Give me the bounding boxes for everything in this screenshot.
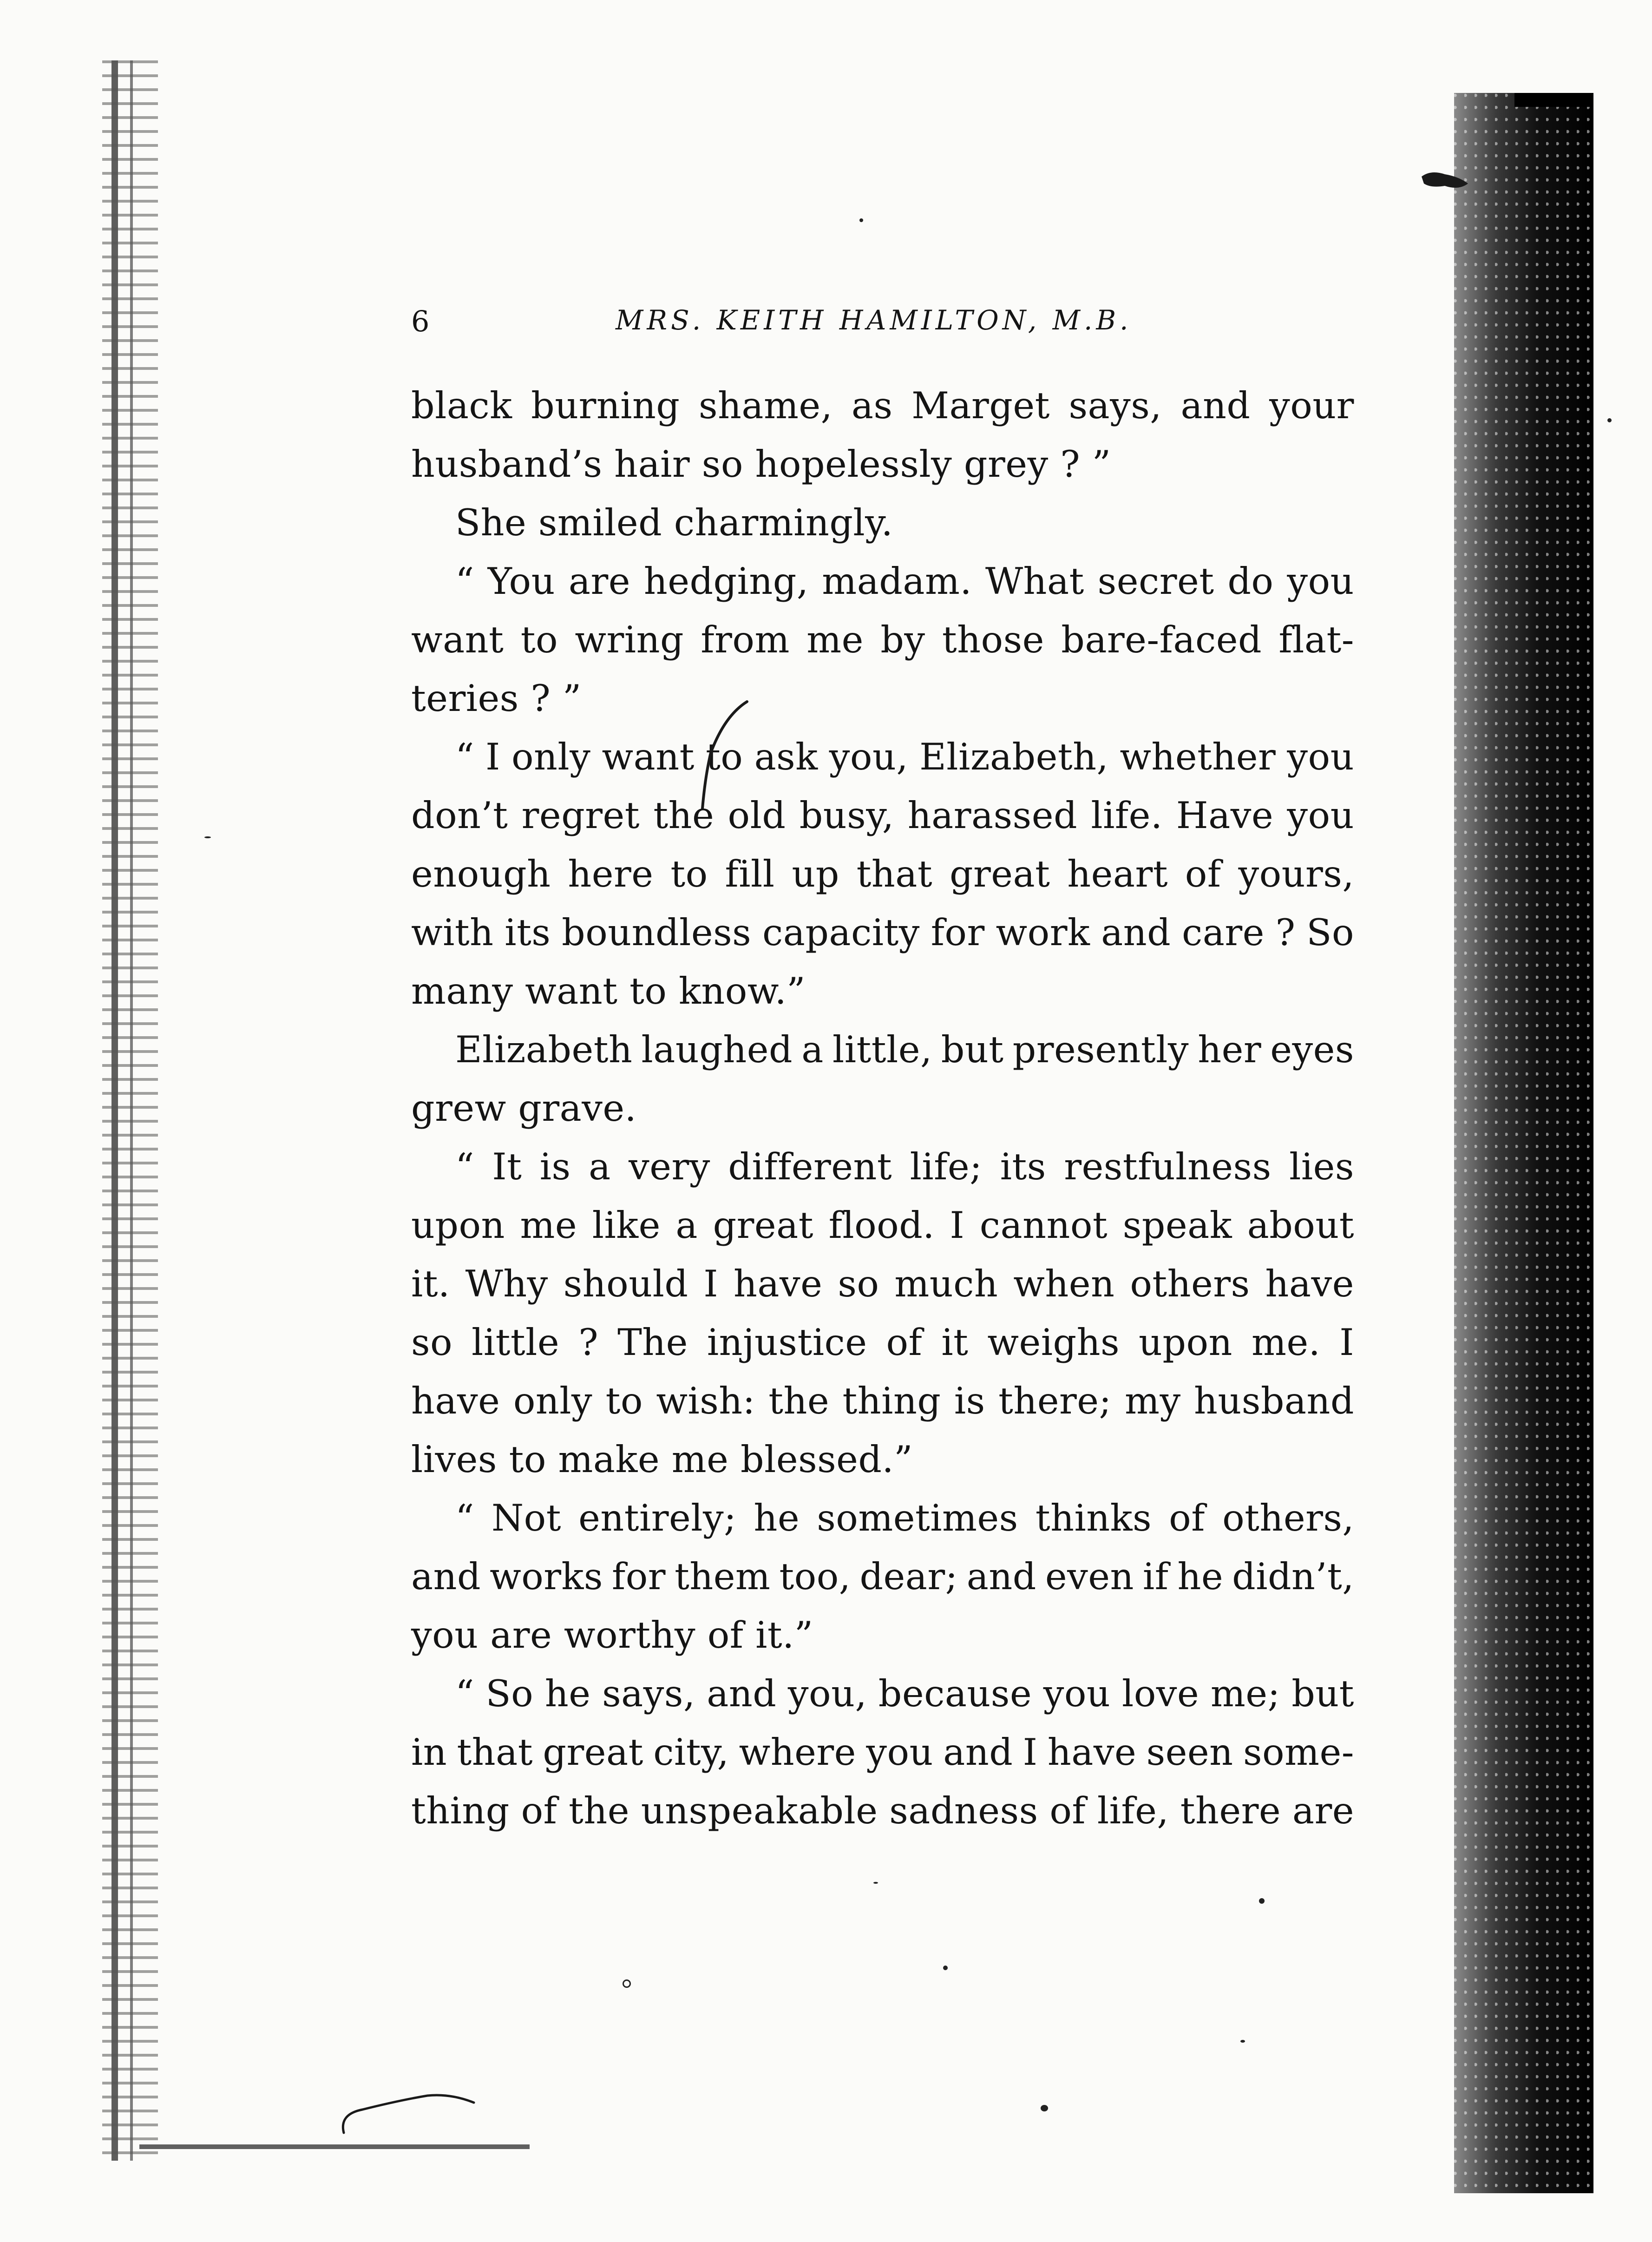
text-word: great	[543, 1731, 643, 1774]
text-word: ?	[578, 1321, 599, 1364]
text-word: is	[954, 1380, 985, 1422]
text-word: have	[1265, 1262, 1354, 1305]
text-word: is	[539, 1145, 571, 1188]
text-word: there	[1180, 1789, 1281, 1832]
text-line: grew grave.	[411, 1087, 637, 1130]
text-word: The	[617, 1321, 688, 1364]
text-word: me	[520, 1204, 577, 1247]
text-word: restfulness	[1064, 1145, 1272, 1188]
text-word: there;	[998, 1380, 1112, 1422]
text-line	[411, 552, 1354, 611]
text-word: ?	[1275, 911, 1296, 954]
text-word: seen	[1146, 1731, 1233, 1774]
text-word: her	[1198, 1028, 1262, 1071]
text-word: hedging,	[643, 560, 809, 603]
text-word: husband	[1194, 1380, 1354, 1422]
text-word: “	[455, 1672, 474, 1715]
pen-scrawl-mark	[334, 2082, 483, 2137]
text-word: me;	[1210, 1672, 1280, 1715]
text-word: I	[950, 1204, 965, 1247]
text-word: care	[1182, 911, 1265, 954]
text-word: shame,	[699, 384, 833, 427]
text-word: where	[739, 1731, 856, 1774]
text-word: I	[703, 1262, 719, 1305]
text-word: flat-	[1278, 618, 1354, 661]
text-word: city,	[653, 1731, 729, 1774]
text-word: says,	[602, 1672, 695, 1715]
text-word: I	[1339, 1321, 1354, 1364]
text-word: life;	[910, 1145, 983, 1188]
text-word: black	[411, 384, 512, 427]
text-line	[411, 611, 1354, 669]
text-word: so	[411, 1321, 453, 1364]
text-word: regret	[521, 794, 640, 837]
text-word: your	[1269, 384, 1354, 427]
text-word: very	[629, 1145, 710, 1188]
text-word: are	[1292, 1789, 1354, 1832]
text-word: speak	[1122, 1204, 1232, 1247]
text-word: capacity	[762, 911, 920, 954]
text-word: much	[894, 1262, 998, 1305]
text-word: my	[1125, 1380, 1181, 1422]
text-word: and	[411, 1555, 481, 1598]
text-word: are	[568, 560, 630, 603]
text-word: you	[1287, 736, 1354, 778]
text-word: life.	[1091, 794, 1163, 837]
text-word: he	[544, 1672, 591, 1715]
bottom-edge-shadow	[139, 2144, 530, 2149]
text-word: and	[1180, 384, 1251, 427]
text-word: but	[1291, 1672, 1354, 1715]
text-line	[411, 376, 1354, 435]
text-word: yours,	[1238, 853, 1354, 895]
text-line	[411, 1255, 1354, 1313]
text-word: you	[1043, 1672, 1111, 1715]
text-word: to	[670, 853, 708, 895]
text-word: to	[520, 618, 558, 661]
text-word: laughed	[641, 1028, 793, 1071]
text-word: Have	[1176, 794, 1274, 837]
text-word: dear;	[859, 1555, 958, 1598]
text-word: little,	[832, 1028, 932, 1071]
text-word: you	[866, 1731, 933, 1774]
text-word: want	[602, 736, 695, 778]
text-word: that	[457, 1731, 533, 1774]
text-word: flood.	[828, 1204, 935, 1247]
text-word: he	[754, 1497, 800, 1539]
binding-edge-shadow	[102, 60, 158, 2161]
text-line	[411, 1664, 1354, 1723]
text-line	[411, 1020, 1354, 1079]
text-word: and	[707, 1672, 777, 1715]
text-word: do	[1227, 560, 1274, 603]
text-word: when	[1013, 1262, 1115, 1305]
text-word: fill	[725, 853, 775, 895]
text-word: of	[521, 1789, 557, 1832]
text-word: So	[485, 1672, 534, 1715]
text-word: me.	[1251, 1321, 1321, 1364]
text-word: and	[1101, 911, 1171, 954]
text-word: you,	[787, 1672, 867, 1715]
text-word: It	[492, 1145, 522, 1188]
text-word: different	[728, 1145, 892, 1188]
text-word: have	[734, 1262, 823, 1305]
text-line: husband’s hair so hopelessly grey ? ”	[411, 443, 1111, 486]
text-word: whether	[1120, 736, 1276, 778]
text-word: great	[949, 853, 1050, 895]
text-word: “	[455, 1497, 474, 1539]
text-word: if	[1142, 1555, 1169, 1598]
text-line	[411, 786, 1354, 845]
text-word: because	[878, 1672, 1032, 1715]
text-word: others	[1130, 1262, 1250, 1305]
text-line	[411, 1313, 1354, 1372]
text-line	[411, 1372, 1354, 1430]
text-word: Marget	[911, 384, 1050, 427]
text-word: to	[706, 736, 743, 778]
text-word: a	[589, 1145, 611, 1188]
text-word: cannot	[979, 1204, 1108, 1247]
text-word: its	[1000, 1145, 1046, 1188]
text-word: I	[1023, 1731, 1038, 1774]
text-word: works	[490, 1555, 603, 1598]
text-word: Not	[492, 1497, 561, 1539]
text-word: don’t	[411, 794, 508, 837]
body-text	[411, 376, 1354, 1840]
text-word: wring	[575, 618, 684, 661]
text-word: of	[1049, 1789, 1086, 1832]
text-word: like	[592, 1204, 661, 1247]
text-word: entirely;	[578, 1497, 737, 1539]
text-word: old	[728, 794, 786, 837]
text-word: the	[569, 1789, 629, 1832]
text-line: She smiled charmingly.	[455, 501, 893, 544]
text-word: lies	[1289, 1145, 1354, 1188]
text-word: bare-faced	[1061, 618, 1262, 661]
text-word: them	[675, 1555, 771, 1598]
text-word: sometimes	[817, 1497, 1018, 1539]
text-word: it.	[411, 1262, 450, 1305]
text-word: a	[675, 1204, 698, 1247]
text-word: work	[996, 911, 1090, 954]
text-word: but	[941, 1028, 1004, 1071]
fore-edge-shadow	[1454, 93, 1593, 2193]
text-word: great	[713, 1204, 814, 1247]
text-word: and	[966, 1555, 1036, 1598]
text-word: “	[455, 560, 474, 603]
text-word: eyes	[1270, 1028, 1354, 1071]
text-word: little	[472, 1321, 560, 1364]
text-word: upon	[1139, 1321, 1232, 1364]
text-word: that	[856, 853, 933, 895]
text-word: with	[411, 911, 494, 954]
text-line: teries ? ”	[411, 677, 582, 720]
text-word: enough	[411, 853, 551, 895]
text-word: burning	[531, 384, 680, 427]
text-word: wish:	[656, 1380, 755, 1422]
text-word: heart	[1067, 853, 1168, 895]
text-word: injustice	[707, 1321, 867, 1364]
text-word: here	[568, 853, 654, 895]
text-word: should	[563, 1262, 688, 1305]
text-word: so	[838, 1262, 879, 1305]
text-word: others,	[1222, 1497, 1354, 1539]
text-word: you	[1287, 560, 1354, 603]
text-line	[411, 903, 1354, 962]
text-word: you,	[829, 736, 908, 778]
text-word: sadness	[889, 1789, 1038, 1832]
text-line	[411, 1137, 1354, 1196]
text-word: says,	[1069, 384, 1162, 427]
text-word: as	[851, 384, 893, 427]
text-word: unspeakable	[641, 1789, 878, 1832]
text-word: So	[1306, 911, 1354, 954]
text-line	[411, 728, 1354, 786]
text-word: I	[485, 736, 500, 778]
text-word: boundless	[562, 911, 752, 954]
text-word: by	[880, 618, 925, 661]
text-line	[411, 1489, 1354, 1547]
text-word: it	[941, 1321, 969, 1364]
text-word: busy,	[799, 794, 894, 837]
text-word: You	[487, 560, 555, 603]
text-word: madam.	[822, 560, 972, 603]
text-word: only	[513, 1380, 593, 1422]
text-word: the	[653, 794, 715, 837]
page-number: 6	[411, 304, 431, 338]
text-word: love	[1121, 1672, 1200, 1715]
text-word: Why	[465, 1262, 548, 1305]
text-word: those	[942, 618, 1044, 661]
text-word: about	[1247, 1204, 1354, 1247]
text-word: of	[1185, 853, 1221, 895]
text-line	[411, 1196, 1354, 1255]
text-line: lives to make me blessed.”	[411, 1438, 913, 1481]
text-word: Elizabeth,	[919, 736, 1109, 778]
text-word: upon	[411, 1204, 505, 1247]
text-word: he	[1177, 1555, 1224, 1598]
text-word: and	[943, 1731, 1013, 1774]
text-word: thing	[411, 1789, 510, 1832]
text-word: its	[505, 911, 551, 954]
text-word: in	[411, 1731, 447, 1774]
text-word: you	[1287, 794, 1354, 837]
text-word: What	[985, 560, 1084, 603]
text-word: only	[511, 736, 591, 778]
text-word: for	[931, 911, 985, 954]
text-word: to	[605, 1380, 643, 1422]
text-word: even	[1045, 1555, 1134, 1598]
text-word: up	[792, 853, 839, 895]
text-word: “	[455, 736, 474, 778]
text-word: life,	[1097, 1789, 1169, 1832]
ink-blot-mark	[1417, 167, 1473, 195]
pen-annotation-mark	[692, 697, 753, 813]
text-word: some-	[1243, 1731, 1354, 1774]
fore-edge-top-shadow	[1514, 93, 1593, 107]
text-line: you are worthy of it.”	[411, 1614, 813, 1657]
text-word: have	[411, 1380, 500, 1422]
running-head	[411, 304, 1354, 346]
text-line	[411, 1782, 1354, 1840]
text-line	[411, 1723, 1354, 1782]
text-word: weighs	[987, 1321, 1120, 1364]
text-word: thinks	[1035, 1497, 1152, 1539]
running-title: MRS. KEITH HAMILTON, M.B.	[616, 304, 1132, 336]
text-word: Elizabeth	[455, 1028, 633, 1071]
text-word: secret	[1097, 560, 1214, 603]
text-word: a	[801, 1028, 824, 1071]
text-word: didn’t,	[1232, 1555, 1354, 1598]
text-line	[411, 1547, 1354, 1606]
text-word: me	[806, 618, 864, 661]
text-word: for	[611, 1555, 666, 1598]
text-word: want	[411, 618, 504, 661]
text-word: from	[701, 618, 790, 661]
text-line: many want to know.”	[411, 970, 806, 1013]
text-word: presently	[1012, 1028, 1189, 1071]
text-word: of	[1169, 1497, 1205, 1539]
text-word: harassed	[907, 794, 1078, 837]
text-word: “	[455, 1145, 474, 1188]
text-line	[411, 845, 1354, 903]
text-word: too,	[779, 1555, 851, 1598]
text-word: thing	[842, 1380, 941, 1422]
text-word: of	[886, 1321, 923, 1364]
text-word: have	[1047, 1731, 1137, 1774]
text-word: the	[768, 1380, 830, 1422]
text-word: ask	[754, 736, 818, 778]
